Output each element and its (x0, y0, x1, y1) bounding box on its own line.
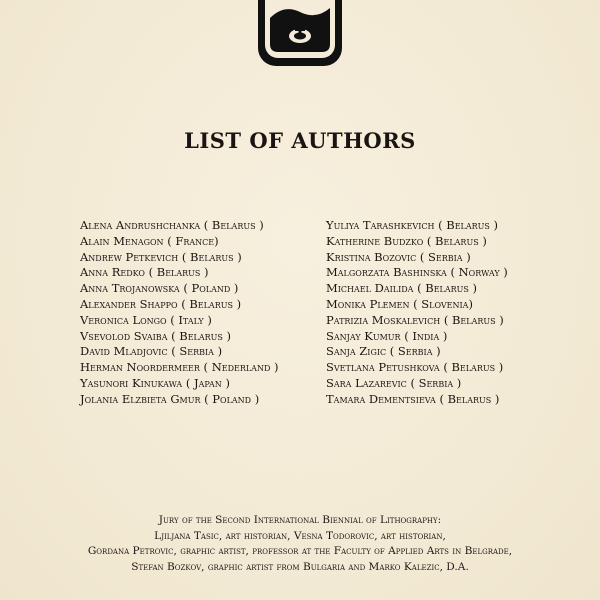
page-title: LIST OF AUTHORS (184, 128, 416, 153)
list-item: Monika Plemen ( Slovenia) (326, 296, 473, 311)
list-item: Veronica Longo ( Italy ) (80, 312, 212, 327)
jury-line: Ljiljana Tasic, art historian, Vesna Todorovic, art historian, (154, 529, 446, 542)
list-item: Malgorzata Bashinska ( Norway ) (326, 265, 508, 280)
authors-list-left (80, 218, 279, 408)
list-item: Alexander Shappo ( Belarus ) (80, 296, 242, 311)
jury-credits (0, 513, 600, 575)
list-item: Yuliya Tarashkevich ( Belarus ) (326, 218, 499, 232)
list-item: Sara Lazarevic ( Serbia ) (326, 375, 462, 390)
list-item: Sanja Zigic ( Serbia ) (326, 344, 441, 359)
list-item: Katherine Budzko ( Belarus ) (326, 233, 487, 248)
list-item: Kristina Bozovic ( Serbia ) (326, 249, 471, 264)
jury-line: Gordana Petrovic, graphic artist, professor at the Faculty of Applied Arts in Belgrade, (87, 545, 513, 558)
list-item: Patrizia Moskalevich ( Belarus ) (326, 312, 504, 327)
list-item: Anna Redko ( Belarus ) (80, 265, 209, 280)
list-item: Jolania Elzbieta Gmur ( Poland ) (80, 391, 260, 406)
list-item: Herman Noordermeer ( Nederland ) (80, 360, 279, 375)
list-item: Andrew Petkevich ( Belarus ) (80, 249, 242, 264)
list-item: Svetlana Petushkova ( Belarus ) (326, 360, 504, 375)
list-item: Sanjay Kumur ( India ) (326, 328, 448, 343)
list-item: Alain Menagon ( France) (80, 233, 219, 248)
list-item: Vsevolod Svaiba ( Belarus ) (80, 328, 232, 343)
jury-line: Stefan Bozkov, graphic artist from Bulgaria and Marko Kalezic, D.A. (131, 560, 469, 573)
biennial-emblem-icon (254, 0, 346, 70)
list-item: Anna Trojanowska ( Poland ) (80, 281, 239, 296)
list-item: Tamara Dementsieva ( Belarus ) (326, 391, 500, 406)
authors-list-right (326, 218, 508, 408)
list-item: David Mladjovic ( Serbia ) (80, 344, 223, 359)
list-item: Yasunori Kinukawa ( Japan ) (80, 375, 230, 390)
jury-heading: Jury of the Second International Biennial of Lithography: (158, 514, 442, 526)
list-item: Michael Dailida ( Belarus ) (326, 281, 478, 296)
list-item: Alena Andrushchanka ( Belarus ) (80, 218, 264, 232)
